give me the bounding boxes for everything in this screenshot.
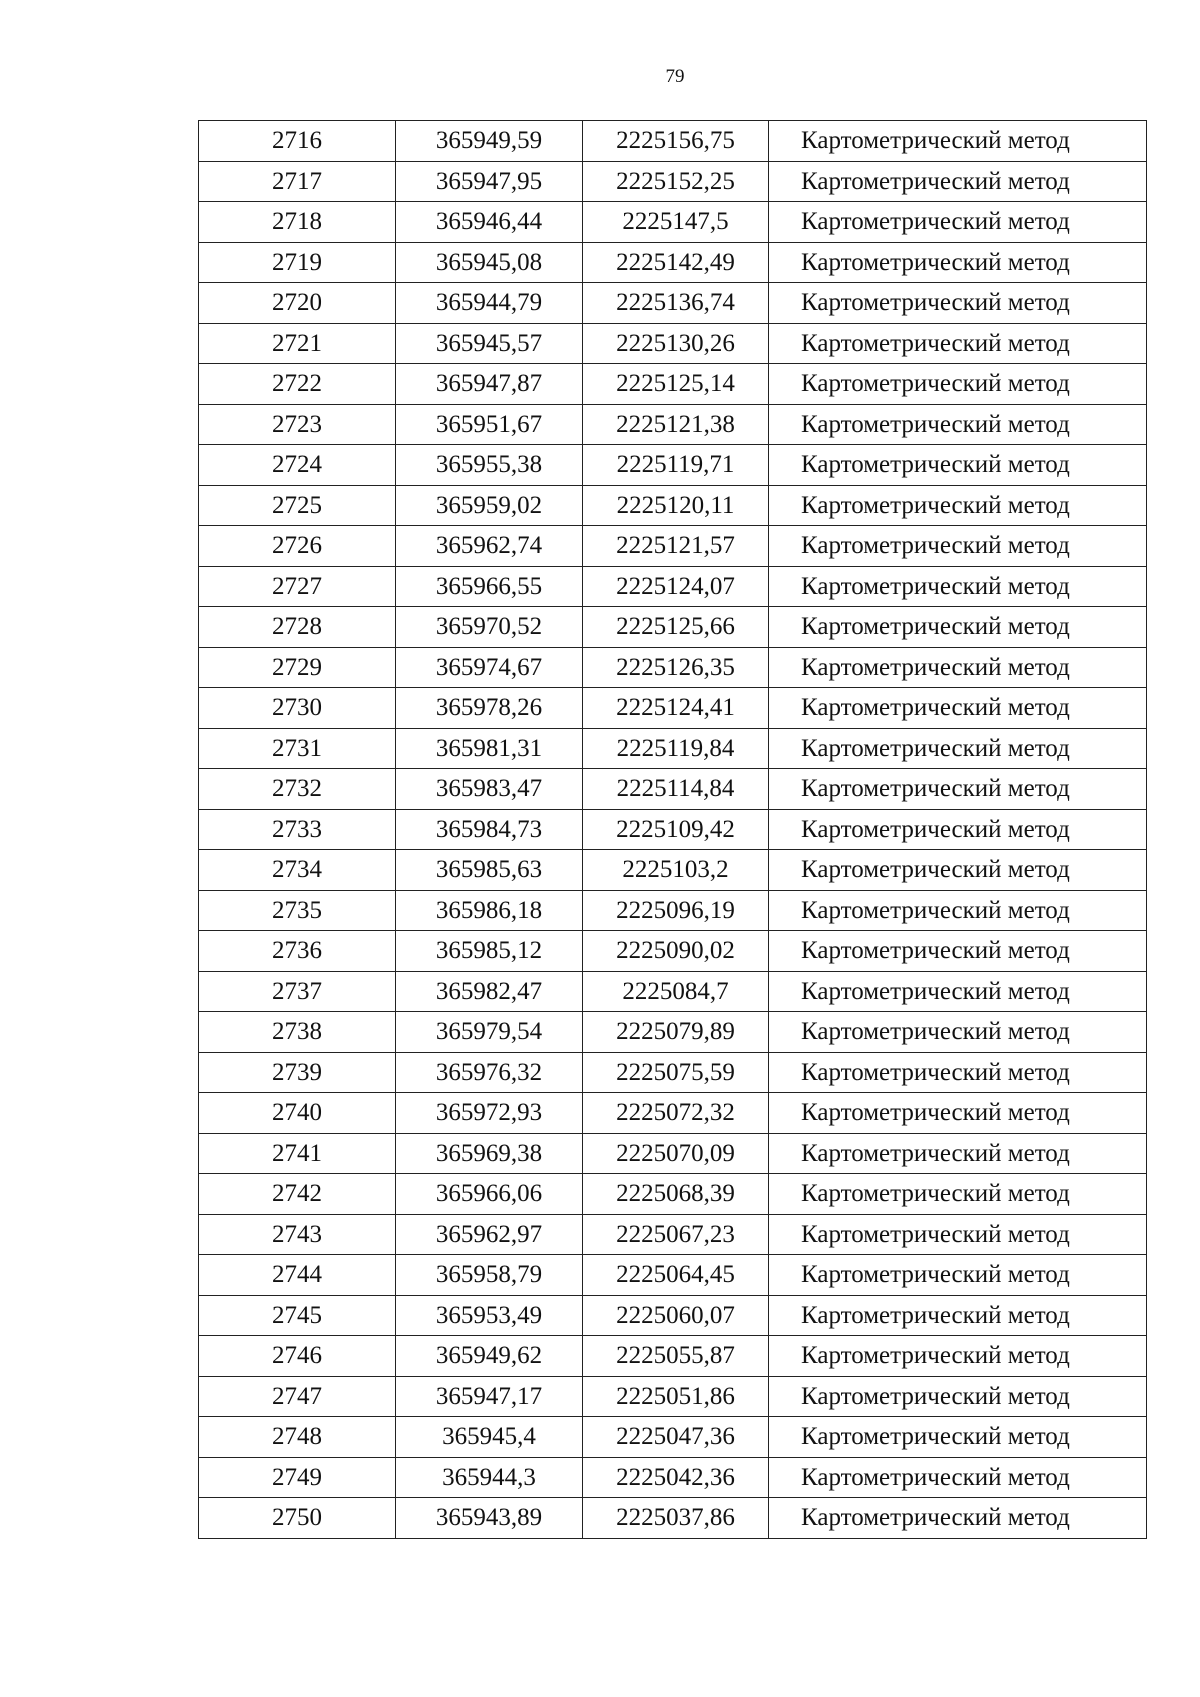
method-cell: Картометрический метод xyxy=(769,1498,1147,1539)
table-row xyxy=(199,809,1147,850)
method-cell: Картометрический метод xyxy=(769,526,1147,567)
method-cell: Картометрический метод xyxy=(769,931,1147,972)
method-cell: Картометрический метод xyxy=(769,121,1147,162)
x-coordinate-cell: 365947,95 xyxy=(396,161,583,202)
x-coordinate-cell: 365985,12 xyxy=(396,931,583,972)
x-coordinate-cell: 365962,74 xyxy=(396,526,583,567)
method-cell: Картометрический метод xyxy=(769,809,1147,850)
table-row xyxy=(199,202,1147,243)
table-row xyxy=(199,688,1147,729)
point-number-cell: 2721 xyxy=(199,323,396,364)
x-coordinate-cell: 365966,06 xyxy=(396,1174,583,1215)
method-cell: Картометрический метод xyxy=(769,971,1147,1012)
point-number-cell: 2735 xyxy=(199,890,396,931)
point-number-cell: 2722 xyxy=(199,364,396,405)
point-number-cell: 2726 xyxy=(199,526,396,567)
point-number-cell: 2733 xyxy=(199,809,396,850)
x-coordinate-cell: 365986,18 xyxy=(396,890,583,931)
point-number-cell: 2727 xyxy=(199,566,396,607)
table-row xyxy=(199,1376,1147,1417)
point-number-cell: 2716 xyxy=(199,121,396,162)
table-row xyxy=(199,850,1147,891)
table-row xyxy=(199,728,1147,769)
x-coordinate-cell: 365978,26 xyxy=(396,688,583,729)
point-number-cell: 2740 xyxy=(199,1093,396,1134)
x-coordinate-cell: 365945,4 xyxy=(396,1417,583,1458)
table-row xyxy=(199,526,1147,567)
x-coordinate-cell: 365983,47 xyxy=(396,769,583,810)
x-coordinate-cell: 365944,79 xyxy=(396,283,583,324)
method-cell: Картометрический метод xyxy=(769,1255,1147,1296)
table-row xyxy=(199,890,1147,931)
table-row xyxy=(199,931,1147,972)
method-cell: Картометрический метод xyxy=(769,890,1147,931)
y-coordinate-cell: 2225084,7 xyxy=(583,971,769,1012)
x-coordinate-cell: 365985,63 xyxy=(396,850,583,891)
table-row xyxy=(199,364,1147,405)
table-row xyxy=(199,1255,1147,1296)
point-number-cell: 2736 xyxy=(199,931,396,972)
point-number-cell: 2717 xyxy=(199,161,396,202)
y-coordinate-cell: 2225125,66 xyxy=(583,607,769,648)
table-row xyxy=(199,1133,1147,1174)
table-row xyxy=(199,445,1147,486)
point-number-cell: 2718 xyxy=(199,202,396,243)
point-number-cell: 2749 xyxy=(199,1457,396,1498)
y-coordinate-cell: 2225109,42 xyxy=(583,809,769,850)
y-coordinate-cell: 2225147,5 xyxy=(583,202,769,243)
x-coordinate-cell: 365955,38 xyxy=(396,445,583,486)
point-number-cell: 2737 xyxy=(199,971,396,1012)
y-coordinate-cell: 2225096,19 xyxy=(583,890,769,931)
method-cell: Картометрический метод xyxy=(769,323,1147,364)
method-cell: Картометрический метод xyxy=(769,364,1147,405)
y-coordinate-cell: 2225067,23 xyxy=(583,1214,769,1255)
method-cell: Картометрический метод xyxy=(769,404,1147,445)
y-coordinate-cell: 2225119,84 xyxy=(583,728,769,769)
y-coordinate-cell: 2225126,35 xyxy=(583,647,769,688)
point-number-cell: 2730 xyxy=(199,688,396,729)
point-number-cell: 2729 xyxy=(199,647,396,688)
y-coordinate-cell: 2225090,02 xyxy=(583,931,769,972)
method-cell: Картометрический метод xyxy=(769,283,1147,324)
table-row xyxy=(199,1457,1147,1498)
x-coordinate-cell: 365969,38 xyxy=(396,1133,583,1174)
y-coordinate-cell: 2225060,07 xyxy=(583,1295,769,1336)
point-number-cell: 2750 xyxy=(199,1498,396,1539)
method-cell: Картометрический метод xyxy=(769,242,1147,283)
method-cell: Картометрический метод xyxy=(769,688,1147,729)
y-coordinate-cell: 2225064,45 xyxy=(583,1255,769,1296)
y-coordinate-cell: 2225156,75 xyxy=(583,121,769,162)
x-coordinate-cell: 365947,87 xyxy=(396,364,583,405)
table-body xyxy=(199,121,1147,1539)
method-cell: Картометрический метод xyxy=(769,1295,1147,1336)
point-number-cell: 2719 xyxy=(199,242,396,283)
table-row xyxy=(199,121,1147,162)
method-cell: Картометрический метод xyxy=(769,607,1147,648)
y-coordinate-cell: 2225114,84 xyxy=(583,769,769,810)
point-number-cell: 2741 xyxy=(199,1133,396,1174)
x-coordinate-cell: 365982,47 xyxy=(396,971,583,1012)
x-coordinate-cell: 365945,57 xyxy=(396,323,583,364)
point-number-cell: 2743 xyxy=(199,1214,396,1255)
point-number-cell: 2748 xyxy=(199,1417,396,1458)
y-coordinate-cell: 2225055,87 xyxy=(583,1336,769,1377)
x-coordinate-cell: 365966,55 xyxy=(396,566,583,607)
x-coordinate-cell: 365947,17 xyxy=(396,1376,583,1417)
x-coordinate-cell: 365944,3 xyxy=(396,1457,583,1498)
method-cell: Картометрический метод xyxy=(769,161,1147,202)
method-cell: Картометрический метод xyxy=(769,1457,1147,1498)
method-cell: Картометрический метод xyxy=(769,1336,1147,1377)
y-coordinate-cell: 2225047,36 xyxy=(583,1417,769,1458)
table-row xyxy=(199,485,1147,526)
y-coordinate-cell: 2225051,86 xyxy=(583,1376,769,1417)
y-coordinate-cell: 2225124,41 xyxy=(583,688,769,729)
method-cell: Картометрический метод xyxy=(769,202,1147,243)
x-coordinate-cell: 365970,52 xyxy=(396,607,583,648)
x-coordinate-cell: 365981,31 xyxy=(396,728,583,769)
method-cell: Картометрический метод xyxy=(769,1093,1147,1134)
point-number-cell: 2725 xyxy=(199,485,396,526)
y-coordinate-cell: 2225125,14 xyxy=(583,364,769,405)
table-row xyxy=(199,283,1147,324)
table-row xyxy=(199,607,1147,648)
table-row xyxy=(199,1012,1147,1053)
table-row xyxy=(199,242,1147,283)
x-coordinate-cell: 365946,44 xyxy=(396,202,583,243)
table-row xyxy=(199,566,1147,607)
point-number-cell: 2720 xyxy=(199,283,396,324)
y-coordinate-cell: 2225079,89 xyxy=(583,1012,769,1053)
y-coordinate-cell: 2225121,57 xyxy=(583,526,769,567)
method-cell: Картометрический метод xyxy=(769,1417,1147,1458)
x-coordinate-cell: 365972,93 xyxy=(396,1093,583,1134)
y-coordinate-cell: 2225142,49 xyxy=(583,242,769,283)
table-row xyxy=(199,769,1147,810)
point-number-cell: 2724 xyxy=(199,445,396,486)
table-row xyxy=(199,1498,1147,1539)
point-number-cell: 2744 xyxy=(199,1255,396,1296)
point-number-cell: 2734 xyxy=(199,850,396,891)
x-coordinate-cell: 365974,67 xyxy=(396,647,583,688)
coordinates-table xyxy=(198,120,1147,1539)
method-cell: Картометрический метод xyxy=(769,1214,1147,1255)
method-cell: Картометрический метод xyxy=(769,769,1147,810)
y-coordinate-cell: 2225068,39 xyxy=(583,1174,769,1215)
y-coordinate-cell: 2225124,07 xyxy=(583,566,769,607)
y-coordinate-cell: 2225070,09 xyxy=(583,1133,769,1174)
y-coordinate-cell: 2225120,11 xyxy=(583,485,769,526)
point-number-cell: 2738 xyxy=(199,1012,396,1053)
point-number-cell: 2731 xyxy=(199,728,396,769)
point-number-cell: 2742 xyxy=(199,1174,396,1215)
y-coordinate-cell: 2225075,59 xyxy=(583,1052,769,1093)
method-cell: Картометрический метод xyxy=(769,728,1147,769)
y-coordinate-cell: 2225103,2 xyxy=(583,850,769,891)
method-cell: Картометрический метод xyxy=(769,445,1147,486)
method-cell: Картометрический метод xyxy=(769,1174,1147,1215)
point-number-cell: 2728 xyxy=(199,607,396,648)
y-coordinate-cell: 2225037,86 xyxy=(583,1498,769,1539)
x-coordinate-cell: 365959,02 xyxy=(396,485,583,526)
table-row xyxy=(199,1417,1147,1458)
x-coordinate-cell: 365984,73 xyxy=(396,809,583,850)
method-cell: Картометрический метод xyxy=(769,485,1147,526)
x-coordinate-cell: 365976,32 xyxy=(396,1052,583,1093)
table-row xyxy=(199,161,1147,202)
method-cell: Картометрический метод xyxy=(769,1133,1147,1174)
x-coordinate-cell: 365958,79 xyxy=(396,1255,583,1296)
y-coordinate-cell: 2225119,71 xyxy=(583,445,769,486)
table-row xyxy=(199,1214,1147,1255)
x-coordinate-cell: 365962,97 xyxy=(396,1214,583,1255)
table-row xyxy=(199,1295,1147,1336)
method-cell: Картометрический метод xyxy=(769,566,1147,607)
table-row xyxy=(199,1336,1147,1377)
method-cell: Картометрический метод xyxy=(769,1052,1147,1093)
method-cell: Картометрический метод xyxy=(769,647,1147,688)
table-row xyxy=(199,971,1147,1012)
x-coordinate-cell: 365953,49 xyxy=(396,1295,583,1336)
table-row xyxy=(199,323,1147,364)
table-row xyxy=(199,1093,1147,1134)
table-row xyxy=(199,404,1147,445)
point-number-cell: 2739 xyxy=(199,1052,396,1093)
y-coordinate-cell: 2225121,38 xyxy=(583,404,769,445)
point-number-cell: 2746 xyxy=(199,1336,396,1377)
point-number-cell: 2747 xyxy=(199,1376,396,1417)
x-coordinate-cell: 365951,67 xyxy=(396,404,583,445)
method-cell: Картометрический метод xyxy=(769,1376,1147,1417)
y-coordinate-cell: 2225136,74 xyxy=(583,283,769,324)
x-coordinate-cell: 365949,59 xyxy=(396,121,583,162)
y-coordinate-cell: 2225042,36 xyxy=(583,1457,769,1498)
point-number-cell: 2723 xyxy=(199,404,396,445)
point-number-cell: 2745 xyxy=(199,1295,396,1336)
table-row xyxy=(199,1174,1147,1215)
page-number: 79 xyxy=(665,66,685,87)
method-cell: Картометрический метод xyxy=(769,850,1147,891)
x-coordinate-cell: 365949,62 xyxy=(396,1336,583,1377)
table-row xyxy=(199,647,1147,688)
table-row xyxy=(199,1052,1147,1093)
y-coordinate-cell: 2225072,32 xyxy=(583,1093,769,1134)
x-coordinate-cell: 365943,89 xyxy=(396,1498,583,1539)
x-coordinate-cell: 365945,08 xyxy=(396,242,583,283)
y-coordinate-cell: 2225130,26 xyxy=(583,323,769,364)
y-coordinate-cell: 2225152,25 xyxy=(583,161,769,202)
point-number-cell: 2732 xyxy=(199,769,396,810)
x-coordinate-cell: 365979,54 xyxy=(396,1012,583,1053)
method-cell: Картометрический метод xyxy=(769,1012,1147,1053)
